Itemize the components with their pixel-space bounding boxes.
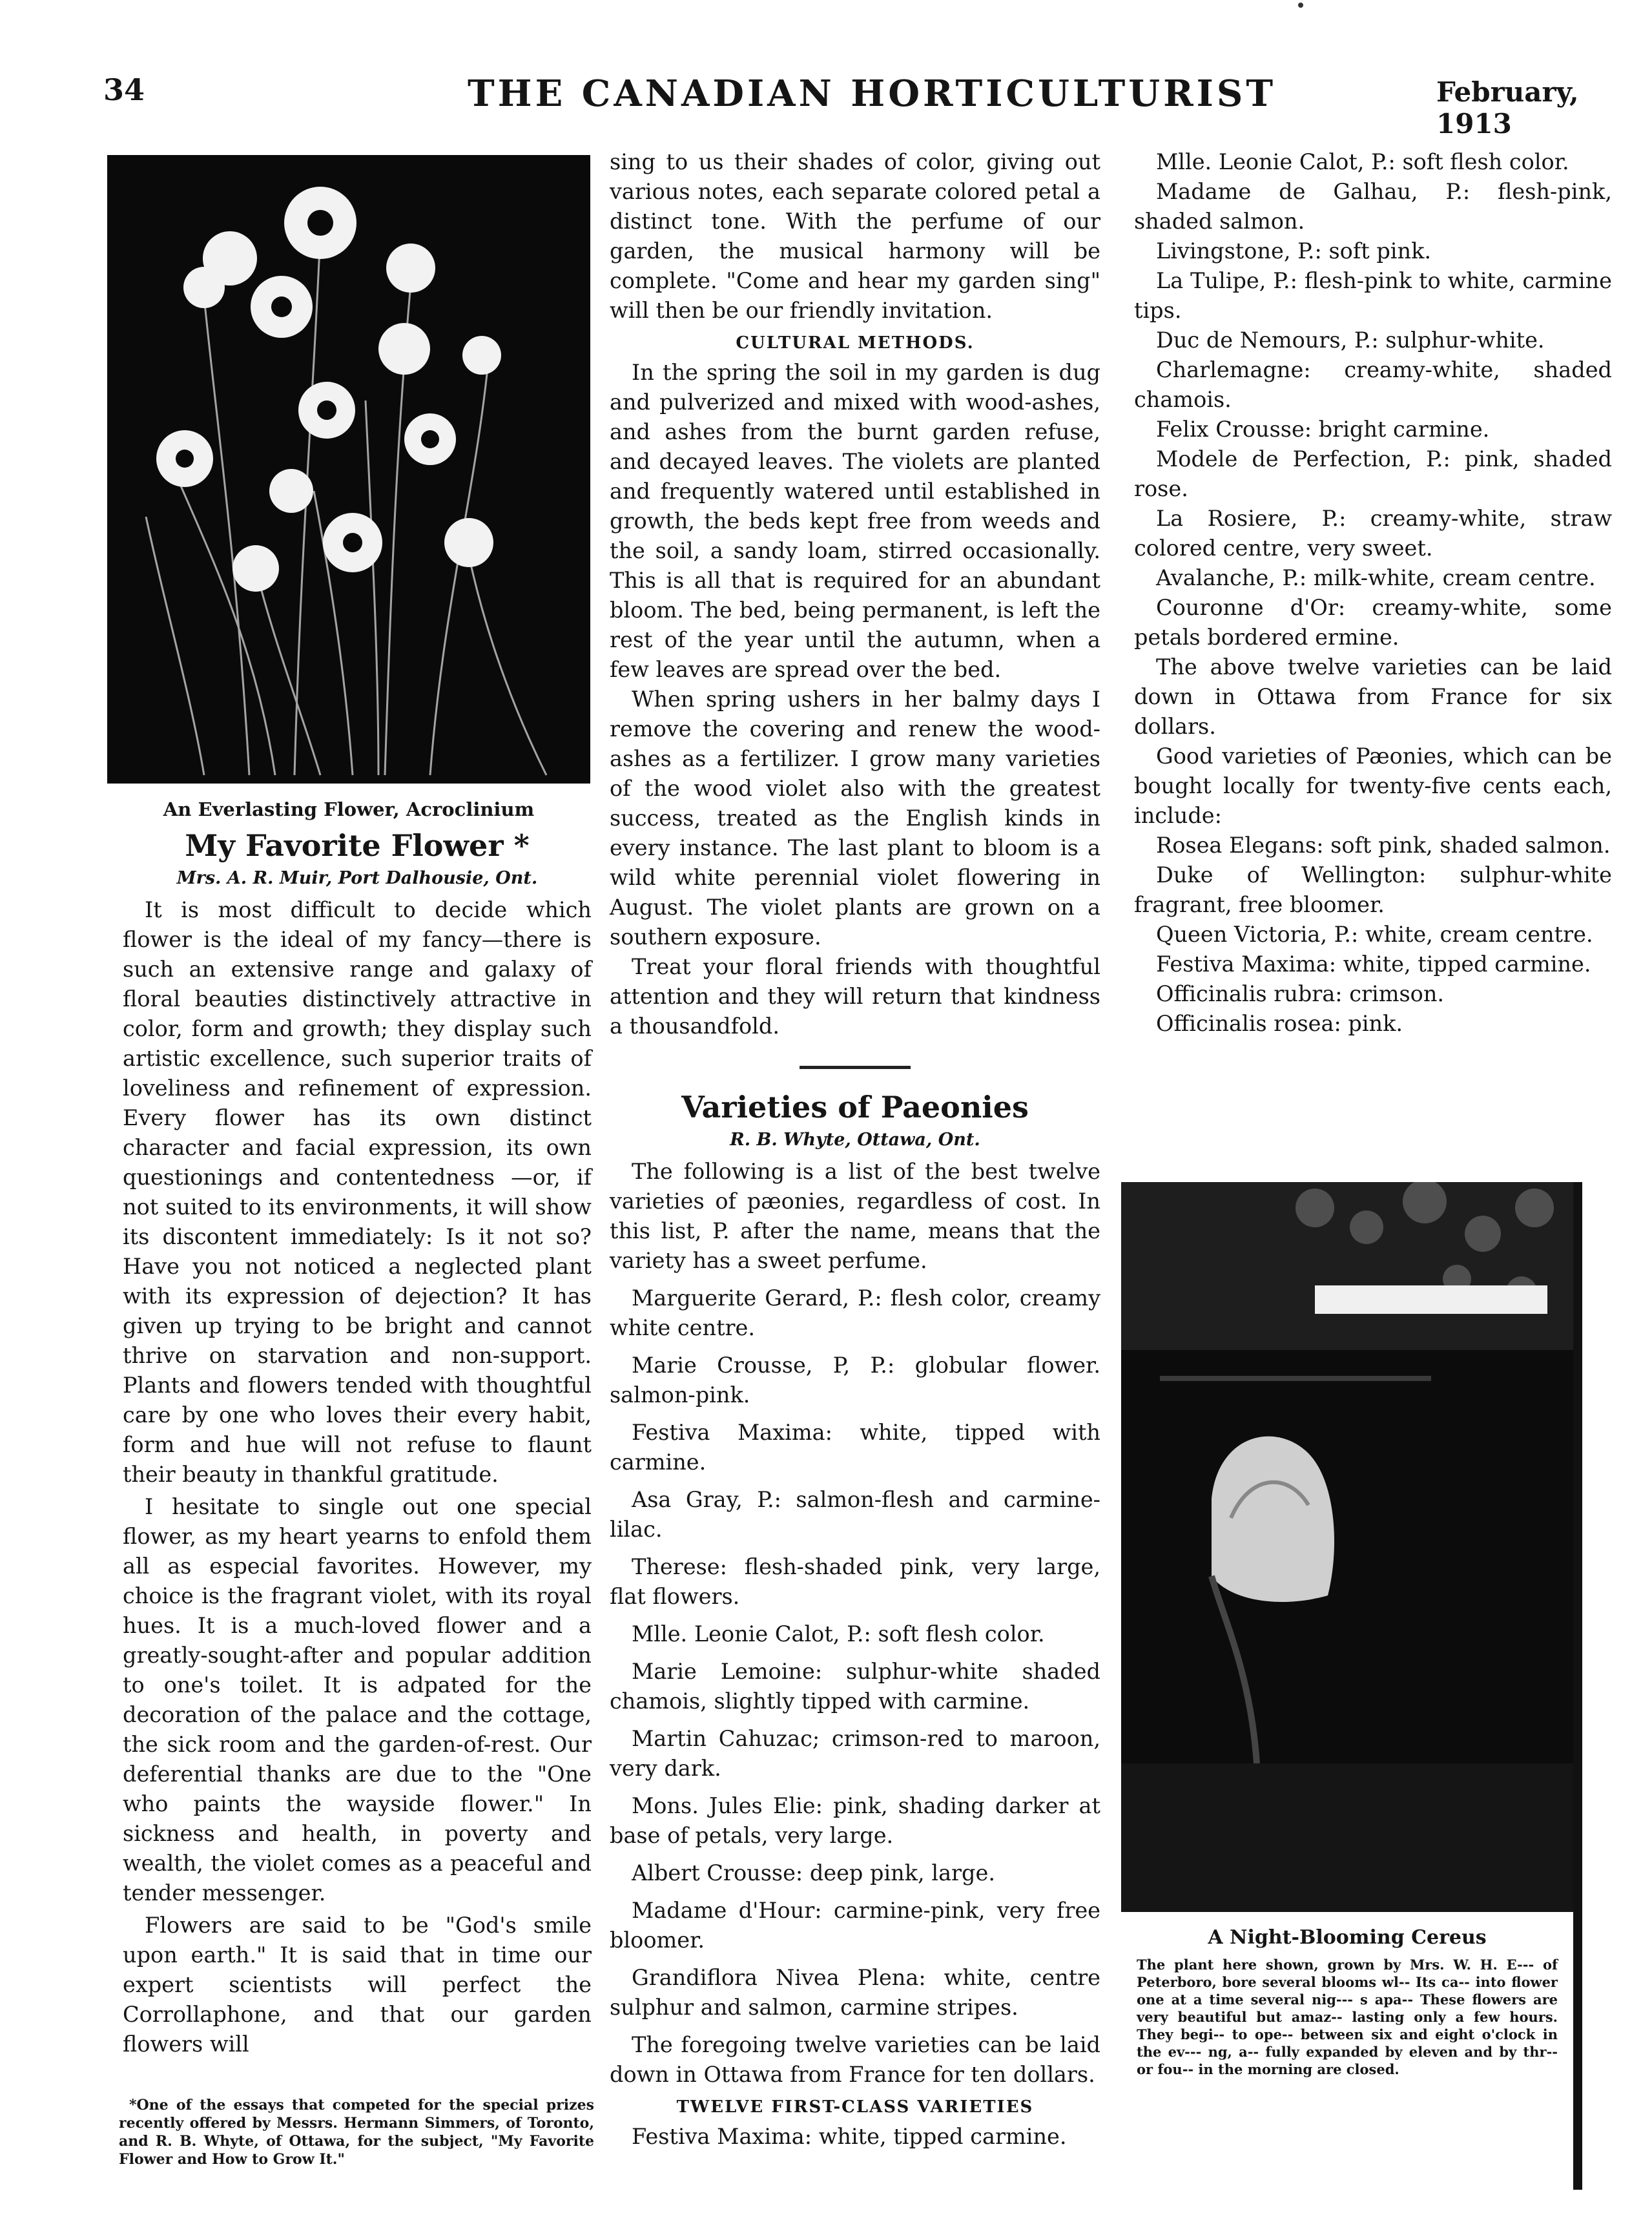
paragraph: The following is a list of the best twelve varieties of pæonies, regardless of cost. In this list, P. after the name, means that the variety has a sweet perfume. (610, 1159, 1100, 1273)
list-item: Mons. Jules Elie: pink, shading darker at base of petals, very large. (610, 1793, 1100, 1848)
list-item: Festiva Maxima: white, tipped carmine. (1156, 951, 1591, 977)
cereus-caption-text: The plant here shown, grown by Mrs. W. H. E--- of Peterboro, bore several blooms wl-- Its ca-- into flower one at a time several nig--- s apa-- These flowers are very beautiful but amaz-- lasting only a few hours. They begi-- to ope-- between six and eight o'clock in the ev--- ng, a-- fully expanded by eleven and by thr-- or fou-- in the morning are closed. (1137, 1957, 1558, 2077)
paragraph-continued: sing to us their shades of color, giving out various notes, each separate colored petal a distinct tone. With the perfume of our garden, the musical harmony will be complete. "Come and hear my garden sing" will then be our friendly invitation. (610, 149, 1100, 323)
list-item: Rosea Elegans: soft pink, shaded salmon. (1156, 833, 1611, 858)
paragraph: In the spring the soil in my garden is dug and pulverized and mixed with wood-ashes, and ashes from the burnt garden refuse, and decayed leaves. The violets are planted and frequently watered until established in growth, the beds kept free from weeds and the soil, a sandy loam, stirred occasionally. This is all that is required for an abundant bloom. The bed, being permanent, is left the rest of the year until the autumn, when a few leaves are spread over the bed. (610, 360, 1100, 682)
list-item: Marie Crousse, P, P.: globular flower. salmon-pink. (610, 1353, 1100, 1408)
column-middle (610, 147, 1100, 2152)
article-title: My Favorite Flower * (185, 828, 530, 863)
list-item: Couronne d'Or: creamy-white, some petals bordered ermine. (1134, 595, 1612, 650)
list-item: Therese: flesh-shaded pink, very large, flat flowers. (610, 1554, 1100, 1609)
list-item: Albert Crousse: deep pink, large. (632, 1860, 995, 1886)
flower-photo-caption: An Everlasting Flower, Acroclinium (163, 798, 535, 820)
list-item: Marie Lemoine: sulphur-white shaded chamois, slightly tipped with carmine. (610, 1659, 1100, 1714)
paragraph: Treat your floral friends with thoughtful attention and they will return that kindness a thousandfold. (610, 954, 1100, 1039)
list-item: Duke of Wellington: sulphur-white fragrant, free bloomer. (1134, 862, 1612, 917)
footnote-text: *One of the essays that competed for the special prizes recently offered by Messrs. Hermann Simmers, of Toronto, and R. B. Whyte, of Ottawa, for the subject, "My Favorite Flower and How to Grow It." (119, 2097, 594, 2168)
list-item: Madame d'Hour: carmine-pink, very free bloomer. (610, 1898, 1100, 1953)
list-item: Martin Cahuzac; crimson-red to maroon, very dark. (610, 1726, 1100, 1781)
list-item: Grandiflora Nivea Plena: white, centre sulphur and salmon, carmine stripes. (610, 1965, 1100, 2020)
paragraph: Flowers are said to be "God's smile upon earth." It is said that in time our expert scientists will perfect the Corrollaphone, and that our garden flowers will (123, 1913, 592, 2057)
paragraph: I hesitate to single out one special flower, as my heart yearns to enfold them all as especial favorites. However, my choice is the fragrant violet, with its royal hues. It is a much-loved flower and a greatly-sought-after and popular addition to one's toilet. It is adpated for the decoration of the palace and the cottage, the sick room and the garden-of-rest. Our deferential thanks are due to the "One who paints the wayside flower." In sickness and health, in poverty and wealth, the violet comes as a peaceful and tender messenger. (123, 1494, 592, 1906)
publication-title: THE CANADIAN HORTICULTURIST (468, 72, 1276, 115)
list-item: Marguerite Gerard, P.: flesh color, creamy white centre. (610, 1285, 1100, 1340)
section-divider (800, 1066, 911, 1069)
paragraph: Good varieties of Pæonies, which can be bought locally for twenty-five cents each, include: (1134, 743, 1612, 828)
list-item: Modele de Perfection, P.: pink, shaded rose. (1134, 446, 1612, 501)
list-item: Festiva Maxima: white, tipped carmine. (632, 2124, 1067, 2149)
list-item: Festiva Maxima: white, tipped with carmine. (610, 1420, 1100, 1475)
article-byline: Mrs. A. R. Muir, Port Dalhousie, Ont. (176, 868, 538, 888)
footnote (119, 2096, 594, 2168)
list-item: Mlle. Leonie Calot, P.: soft flesh color. (1156, 149, 1569, 174)
paragraph: The foregoing twelve varieties can be laid down in Ottawa from France for ten dollars. (610, 2032, 1100, 2087)
issue-date: February, 1913 (1436, 76, 1579, 140)
list-item: Mlle. Leonie Calot, P.: soft flesh color. (632, 1621, 1045, 1647)
list-item: Avalanche, P.: milk-white, cream centre. (1156, 565, 1596, 590)
page-edge-shadow (1573, 1182, 1582, 2190)
list-item: Queen Victoria, P.: white, cream centre. (1156, 922, 1593, 947)
night-blooming-cereus-photo (1121, 1182, 1573, 1912)
page-number: 34 (103, 72, 145, 107)
article-my-favorite-flower (123, 827, 592, 2059)
article-byline: R. B. Whyte, Ottawa, Ont. (730, 1130, 980, 1150)
list-item: Duc de Nemours, P.: sulphur-white. (1156, 327, 1545, 353)
section-heading-cultural-methods: CULTURAL METHODS. (736, 333, 975, 353)
list-item: Felix Crousse: bright carmine. (1156, 417, 1490, 442)
list-item: La Rosiere, P.: creamy-white, straw colored centre, very sweet. (1134, 506, 1612, 561)
everlasting-flower-photo (107, 155, 590, 784)
list-item: La Tulipe, P.: flesh-pink to white, carmine tips. (1134, 268, 1612, 323)
list-item: Madame de Galhau, P.: flesh-pink, shaded salmon. (1134, 179, 1612, 234)
article-title: Varieties of Paeonies (681, 1090, 1029, 1125)
list-item: Asa Gray, P.: salmon-flesh and carmine-lilac. (610, 1487, 1100, 1542)
column-right (1134, 147, 1612, 1039)
paragraph: It is most difficult to decide which flower is the ideal of my fancy—there is such an extensive range and galaxy of floral beauties distinctively attractive in color, form and growth; they display such artistic excellence, such superior traits of loveliness and refinement of expression. Every flower has its own distinct character and facial expression, its own questionings and contentedness —or, if not suited to its environments, it will show its discontent immediately: Is it not so? Have you not noticed a neglected plant with its expression of dejection? It has given up trying to be bright and cannot thrive on starvation and non-support. Plants and flowers tended with thoughtful care by one who loves their every habit, form and hue will not refuse to flaunt their beauty in thankful gratitude. (123, 897, 592, 1487)
list-item: Officinalis rubra: crimson. (1156, 981, 1445, 1006)
list-item: Charlemagne: creamy-white, shaded chamois. (1134, 357, 1612, 412)
paragraph: The above twelve varieties can be laid down in Ottawa from France for six dollars. (1134, 654, 1612, 739)
cereus-photo-caption: A Night-Blooming Cereus (1208, 1926, 1487, 1949)
list-item: Officinalis rosea: pink. (1156, 1011, 1403, 1036)
section-heading-first-class: TWELVE FIRST-CLASS VARIETIES (676, 2097, 1034, 2117)
paragraph: When spring ushers in her balmy days I remove the covering and renew the wood-ashes as a fertilizer. I grow many varieties of the wood violet also with the greatest success, treated as the English kinds in every instance. The last plant to bloom is a wild white perennial violet flowering in August. The violet plants are grown on a southern exposure. (610, 687, 1100, 950)
list-item: Livingstone, P.: soft pink. (1156, 238, 1432, 264)
scan-speck (1298, 3, 1303, 8)
